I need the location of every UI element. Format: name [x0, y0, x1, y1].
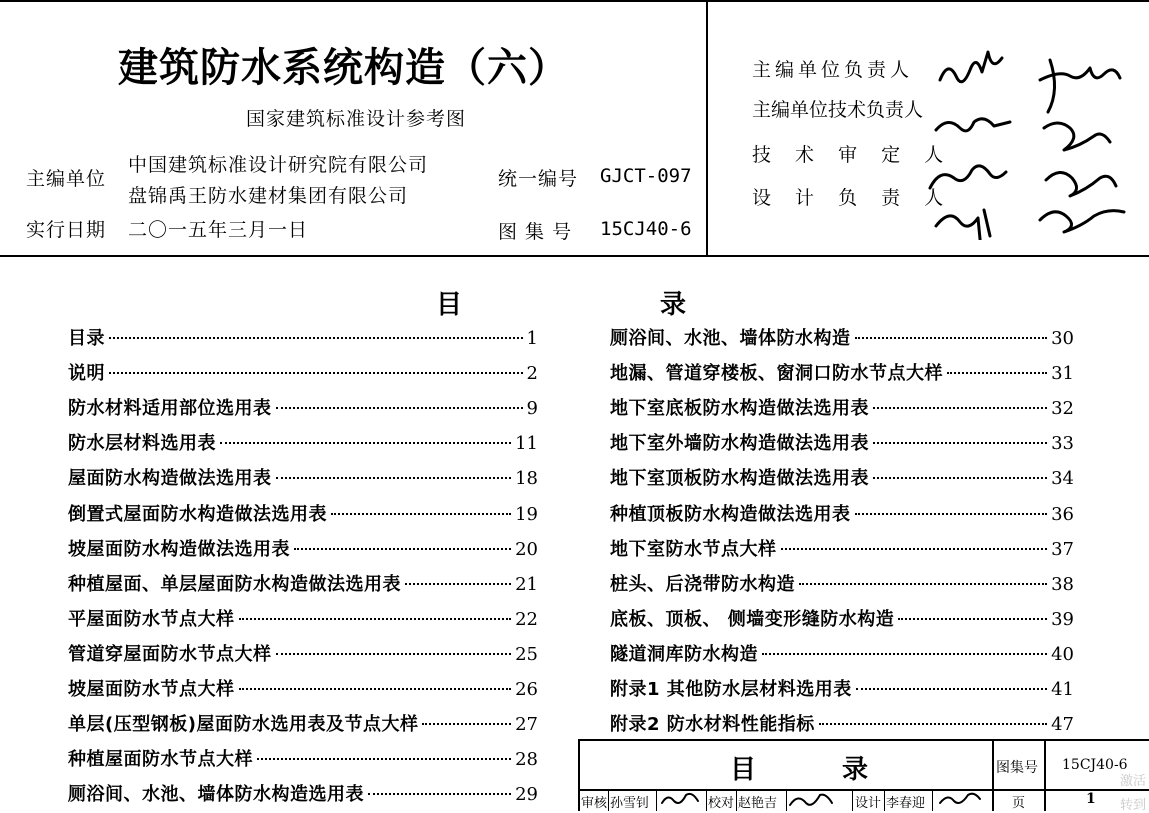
titleblock-div2: [1044, 739, 1046, 811]
toc-leader-dots: [422, 723, 511, 725]
titleblock-left: [578, 739, 580, 811]
toc-entry-title: 种植屋面、单层屋面防水构造做法选用表: [68, 573, 401, 595]
editor-label: 主编单位: [26, 168, 107, 190]
toc-entry-page: 38: [1051, 573, 1074, 595]
document-title: 建筑防水系统构造（六）: [118, 45, 569, 91]
titleblock-page-label: 页: [1012, 796, 1026, 811]
header-divider: [706, 0, 708, 255]
toc-entry-page: 32: [1051, 398, 1074, 420]
toc-entry-title: 平屋面防水节点大样: [68, 608, 235, 630]
toc-entry: [68, 570, 538, 600]
toc-leader-dots: [294, 548, 511, 550]
toc-entry: [68, 324, 538, 354]
toc-leader-dots: [873, 477, 1047, 479]
toc-entry: [610, 359, 1074, 389]
titleblock-review-label: 审核: [581, 796, 608, 811]
toc-leader-dots: [276, 653, 512, 655]
toc-entry-page: 41: [1051, 679, 1074, 700]
toc-leader-dots: [873, 407, 1047, 409]
titleblock-check-name: 赵艳吉: [738, 796, 778, 811]
toc-entry-title: 种植顶板防水构造做法选用表: [610, 503, 851, 525]
toc-entry: [610, 394, 1074, 424]
toc-entry-page: 30: [1051, 328, 1074, 349]
toc-entry-title: 地下室防水节点大样: [610, 538, 777, 560]
unified-no-label: 统一编号: [498, 168, 579, 190]
toc-entry-title: 地下室外墙防水构造做法选用表: [610, 433, 869, 455]
toc-leader-dots: [109, 372, 523, 374]
role-design-lead: 设 计 负 责 人: [752, 187, 953, 209]
toc-entry-title: 管道穿屋面防水节点大样: [68, 643, 272, 665]
atlas-no: 15CJ40-6: [600, 218, 692, 240]
toc-entry-title: 底板、顶板、 侧墙变形缝防水构造: [610, 608, 895, 630]
toc-entry-title: 附录2 防水材料性能指标: [610, 714, 815, 736]
date-label: 实行日期: [26, 219, 107, 241]
toc-entry-page: 1: [526, 328, 538, 349]
editor-1: 中国建筑标准设计研究院有限公司: [128, 154, 429, 176]
toc-leader-dots: [368, 793, 511, 795]
titleblock-atlas-label: 图集号: [996, 760, 1038, 776]
toc-entry-title: 桩头、后浇带防水构造: [610, 573, 795, 595]
role-chief-unit: 主编单位负责人: [752, 59, 914, 81]
toc-entry-title: 防水材料适用部位选用表: [68, 398, 272, 420]
toc-entry-page: 40: [1051, 643, 1074, 665]
toc-entry: [68, 745, 538, 775]
toc-entry-page: 11: [515, 433, 538, 455]
toc-entry-title: 目录: [68, 328, 105, 349]
toc-entry-page: 2: [526, 363, 538, 385]
toc-entry: [68, 640, 538, 670]
toc-entry: [68, 780, 538, 810]
toc-entry-page: 34: [1051, 468, 1074, 490]
titleblock-top: [578, 739, 1149, 741]
toc-entry-title: 倒置式屋面防水构造做法选用表: [68, 503, 327, 525]
watermark-line-2: 转到: [1120, 798, 1147, 813]
toc-leader-dots: [109, 337, 523, 339]
toc-entry-page: 9: [526, 398, 538, 420]
toc-entry-page: 33: [1051, 433, 1074, 455]
toc-leader-dots: [873, 442, 1047, 444]
toc-heading-right: 录: [660, 290, 687, 320]
toc-entry: [68, 464, 538, 494]
toc-entry: [68, 394, 538, 424]
toc-entry: [610, 640, 1074, 670]
toc-entry-page: 28: [515, 749, 538, 771]
toc-entry-page: 29: [515, 784, 538, 806]
toc-entry-title: 隧道洞库防水构造: [610, 643, 758, 665]
toc-entry: [68, 535, 538, 565]
role-tech-reviewer: 技 术 审 定 人: [752, 144, 953, 166]
toc-entry-page: 27: [515, 714, 538, 736]
toc-leader-dots: [856, 688, 1047, 690]
toc-entry-page: 25: [515, 643, 538, 665]
titleblock-page-value: 1: [1086, 791, 1096, 807]
toc-leader-dots: [405, 583, 511, 585]
toc-entry-page: 20: [515, 538, 538, 560]
titleblock-design-label: 设计: [855, 796, 882, 811]
toc-entry-title: 种植屋面防水节点大样: [68, 749, 253, 771]
toc-entry-title: 地下室顶板防水构造做法选用表: [610, 468, 869, 490]
toc-entry-title: 防水层材料选用表: [68, 433, 216, 455]
toc-entry-title: 屋面防水构造做法选用表: [68, 468, 272, 490]
toc-entry-title: 说明: [68, 363, 105, 385]
toc-entry-page: 18: [515, 468, 538, 490]
editor-2: 盘锦禹王防水建材集团有限公司: [128, 185, 409, 207]
toc-entry: [610, 570, 1074, 600]
toc-leader-dots: [276, 407, 523, 409]
toc-entry-page: 39: [1051, 608, 1074, 630]
toc-entry: [68, 675, 538, 705]
toc-entry: [68, 359, 538, 389]
unified-no: GJCT-097: [600, 165, 692, 187]
titleblock-name-left: 目: [730, 755, 757, 785]
toc-entry-title: 厕浴间、水池、墙体防水构造: [610, 328, 851, 349]
titleblock-check-label: 校对: [708, 796, 735, 811]
toc-entry-page: 21: [515, 573, 538, 595]
toc-entry-title: 附录1 其他防水层材料选用表: [610, 679, 852, 700]
toc-entry-page: 31: [1051, 363, 1074, 385]
toc-leader-dots: [781, 548, 1048, 550]
header-bottom-border: [0, 255, 1149, 257]
toc-entry: [610, 605, 1074, 635]
toc-leader-dots: [239, 618, 512, 620]
signatures-image: [920, 40, 1149, 240]
toc-entry: [610, 429, 1074, 459]
date-value: 二〇一五年三月一日: [128, 219, 309, 241]
toc-entry: [68, 429, 538, 459]
toc-entry: [68, 605, 538, 635]
toc-entry-title: 坡屋面防水节点大样: [68, 679, 235, 700]
toc-leader-dots: [855, 513, 1048, 515]
toc-entry-page: 37: [1051, 538, 1074, 560]
watermark-line-1: 激活: [1120, 774, 1147, 789]
toc-entry: [610, 500, 1074, 530]
toc-leader-dots: [799, 583, 1047, 585]
toc-heading-left: 目: [436, 290, 463, 320]
toc-leader-dots: [257, 758, 511, 760]
toc-entry-title: 地漏、管道穿楼板、窗洞口防水节点大样: [610, 363, 943, 385]
toc-leader-dots: [819, 723, 1047, 725]
titleblock-design-name: 李春迎: [886, 796, 926, 811]
titleblock-atlas-value: 15CJ40-6: [1062, 757, 1128, 773]
toc-entry-page: 36: [1051, 503, 1074, 525]
toc-leader-dots: [762, 653, 1047, 655]
toc-leader-dots: [239, 688, 512, 690]
toc-leader-dots: [276, 477, 512, 479]
toc-leader-dots: [331, 513, 511, 515]
atlas-no-label: 图 集 号: [498, 221, 573, 243]
toc-entry-title: 单层(压型钢板)屋面防水选用表及节点大样: [68, 714, 419, 736]
toc-entry: [610, 710, 1074, 740]
toc-entry: [610, 324, 1074, 354]
toc-entry-page: 22: [515, 608, 538, 630]
toc-entry-page: 26: [515, 679, 538, 700]
toc-entry-page: 19: [515, 503, 538, 525]
toc-entry: [68, 710, 538, 740]
toc-entry-title: 地下室底板防水构造做法选用表: [610, 398, 869, 420]
top-border: [0, 0, 1149, 2]
toc-entry-title: 厕浴间、水池、墙体防水构造选用表: [68, 784, 364, 806]
toc-entry: [610, 535, 1074, 565]
titleblock-review-name: 孙雪钊: [610, 796, 650, 811]
toc-entry: [610, 675, 1074, 705]
toc-leader-dots: [947, 372, 1047, 374]
document-subtitle: 国家建筑标准设计参考图: [246, 108, 467, 130]
titleblock-cell-div: [608, 789, 609, 811]
toc-entry: [610, 464, 1074, 494]
toc-leader-dots: [220, 442, 511, 444]
titleblock-name-right: 录: [842, 755, 869, 785]
toc-entry: [68, 500, 538, 530]
toc-entry-page: 47: [1051, 714, 1074, 736]
toc-leader-dots: [898, 618, 1047, 620]
toc-leader-dots: [855, 337, 1048, 339]
toc-entry-title: 坡屋面防水构造做法选用表: [68, 538, 290, 560]
titleblock-signatures-image: [656, 789, 1036, 811]
role-technical-head: 主编单位技术负责人: [752, 99, 924, 121]
